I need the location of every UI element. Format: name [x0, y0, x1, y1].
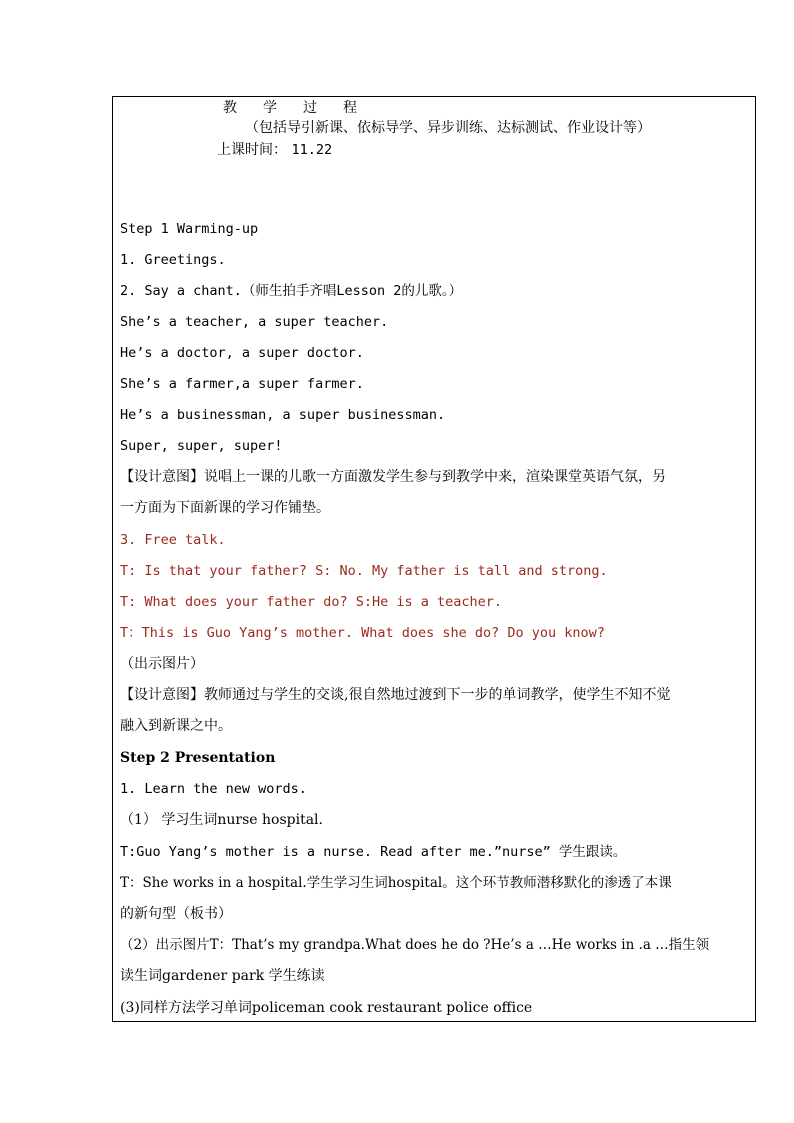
chant-line: He’s a doctor, a super doctor. [120, 345, 364, 361]
chant-line: Super, super, super! [120, 438, 283, 454]
design-intent: 【设计意图】说唱上一课的儿歌一方面激发学生参与到教学中来，渲染课堂英语气氛，另 [120, 469, 666, 485]
lesson-table-cell [112, 96, 756, 1022]
chant-line: She’s a farmer,a super farmer. [120, 376, 364, 392]
text-line: (3)同样方法学习单词policeman cook restaurant police office [120, 1000, 533, 1016]
title-char: 程 [343, 100, 359, 116]
design-intent: 【设计意图】教师通过与学生的交谈,很自然地过渡到下一步的单词教学，使学生不知不觉 [120, 687, 671, 703]
text-line: （2）出示图片T：That’s my grandpa.What does he do ?He’s a …He works in .a …指生领 [120, 937, 710, 953]
design-intent: 一方面为下面新课的学习作铺垫。 [120, 500, 330, 516]
section-title [223, 99, 794, 117]
text-line: （1） 学习生词nurse hospital. [120, 812, 323, 828]
chant-line: She’s a teacher, a super teacher. [120, 314, 389, 330]
text-line: T:Guo Yang’s mother is a nurse. Read after me.”nurse” 学生跟读。 [120, 844, 627, 860]
class-time [217, 141, 794, 159]
step2-heading: Step 2 Presentation [120, 750, 276, 766]
section-subtitle: （包括导引新课、依标导学、异步训练、达标测试、作业设计等） [245, 120, 651, 136]
class-time-label: 上课时间： [217, 142, 287, 158]
chant-line: He’s a businessman, a super businessman. [120, 407, 446, 423]
text-line: 1. Greetings. [120, 252, 226, 268]
text-line: （出示图片） [120, 656, 204, 672]
class-time-value: 11.22 [291, 142, 333, 158]
design-intent: 融入到新课之中。 [120, 718, 232, 734]
title-char: 教 [223, 100, 239, 116]
text-line: 2. Say a chant.（师生拍手齐唱Lesson 2的儿歌。） [120, 283, 463, 299]
text-line: 1. Learn the new words. [120, 781, 307, 797]
step1-heading: Step 1 Warming-up [120, 221, 259, 237]
dialogue-line: T: Is that your father? S: No. My father is tall and strong. [120, 563, 608, 579]
title-char: 过 [303, 100, 319, 116]
text-line: 的新句型（板书） [120, 906, 232, 922]
text-line: 读生词gardener park 学生练读 [120, 968, 325, 984]
dialogue-line: T：This is Guo Yang’s mother. What does she do? Do you know? [120, 625, 605, 641]
free-talk-heading: 3. Free talk. [120, 532, 226, 548]
dialogue-line: T: What does your father do? S:He is a teacher. [120, 594, 503, 610]
text-line: T：She works in a hospital.学生学习生词hospital。这个环节教师潜移默化的渗透了本课 [120, 875, 672, 891]
title-char: 学 [263, 100, 279, 116]
